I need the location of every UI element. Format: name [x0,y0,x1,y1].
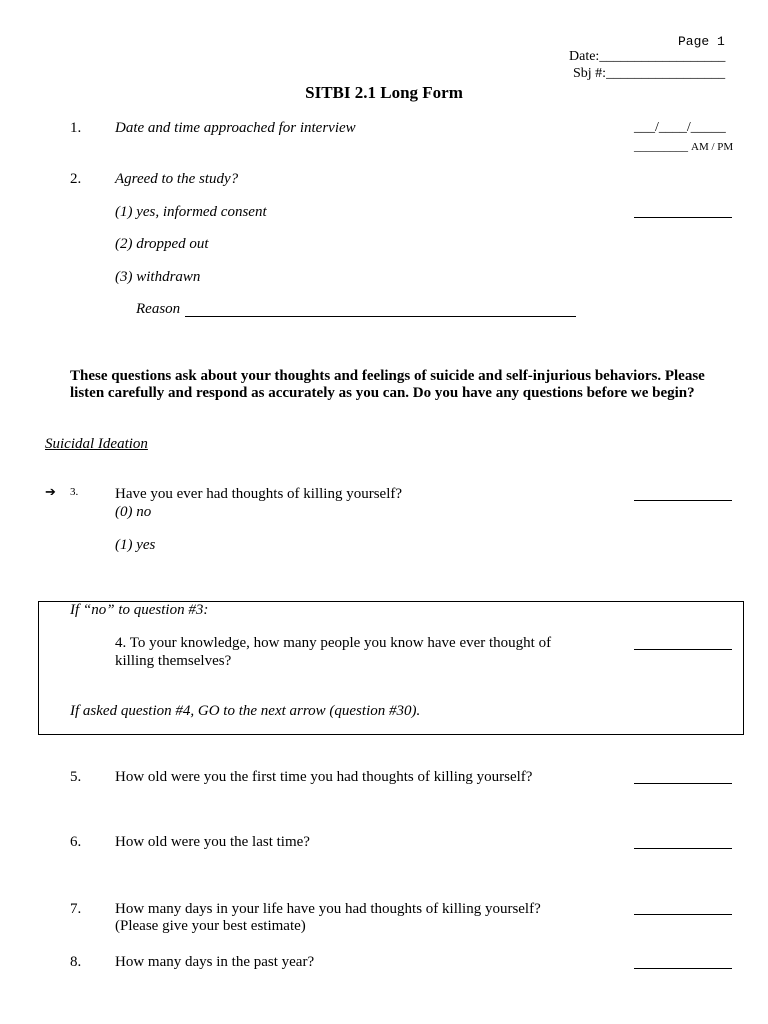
question-7-line-2: (Please give your best estimate) [115,918,306,934]
question-2-text: Agreed to the study? [115,171,239,187]
question-7-line-1: How many days in your life have you had thoughts of killing yourself? [115,901,541,917]
box-condition-text: If “no” to question #3: [70,602,209,618]
intro-line-1: These questions ask about your thoughts and feelings of suicide and self-injurious behaviors. Please [70,368,705,384]
question-7-answer-line[interactable] [634,914,732,915]
question-1-date-blank[interactable]: ___/____/_____ [634,120,726,135]
subject-number-field-label[interactable]: Sbj #:_________________ [573,66,726,81]
question-1-text: Date and time approached for interview [115,120,356,136]
question-2-answer-line[interactable] [634,217,732,218]
question-8-text: How many days in the past year? [115,954,315,970]
page-number: Page 1 [678,34,725,49]
question-7-number: 7. [70,901,82,917]
box-goto-instruction: If asked question #4, GO to the next arrow (question #30). [70,703,421,719]
question-6-number: 6. [70,834,82,850]
question-6-answer-line[interactable] [634,848,732,849]
arrow-icon: ➔ [45,484,56,499]
question-1-time-blank[interactable]: _________ [634,139,688,153]
question-5-number: 5. [70,769,82,785]
question-4-line-1: 4. To your knowledge, how many people you know have ever thought of [115,635,552,651]
question-2-option-2: (2) dropped out [115,236,209,252]
question-5-text: How old were you the first time you had thoughts of killing yourself? [115,769,533,785]
question-4-answer-line[interactable] [634,649,732,650]
form-title: SITBI 2.1 Long Form [305,83,463,102]
question-6-text: How old were you the last time? [115,834,310,850]
am-pm-label: AM / PM [691,141,734,153]
question-1-time-row [634,139,733,154]
question-8-number: 8. [70,954,82,970]
question-3-option-1: (1) yes [115,537,156,553]
question-2-option-3: (3) withdrawn [115,269,201,285]
question-3-option-0: (0) no [115,504,152,520]
question-3-text: Have you ever had thoughts of killing yourself? [115,486,403,502]
question-8-answer-line[interactable] [634,968,732,969]
question-3-answer-line[interactable] [634,500,732,501]
question-5-answer-line[interactable] [634,783,732,784]
reason-label: Reason [136,301,181,317]
question-2-option-1: (1) yes, informed consent [115,204,267,220]
question-3-number: 3. [70,486,79,498]
date-field-label[interactable]: Date:__________________ [569,49,726,64]
section-heading-suicidal-ideation: Suicidal Ideation [45,436,148,452]
question-1-number: 1. [70,120,82,136]
question-2-number: 2. [70,171,82,187]
question-4-line-2: killing themselves? [115,653,232,669]
intro-line-2: listen carefully and respond as accurately as you can. Do you have any questions before we begin? [70,385,695,401]
reason-answer-line[interactable] [185,301,576,317]
